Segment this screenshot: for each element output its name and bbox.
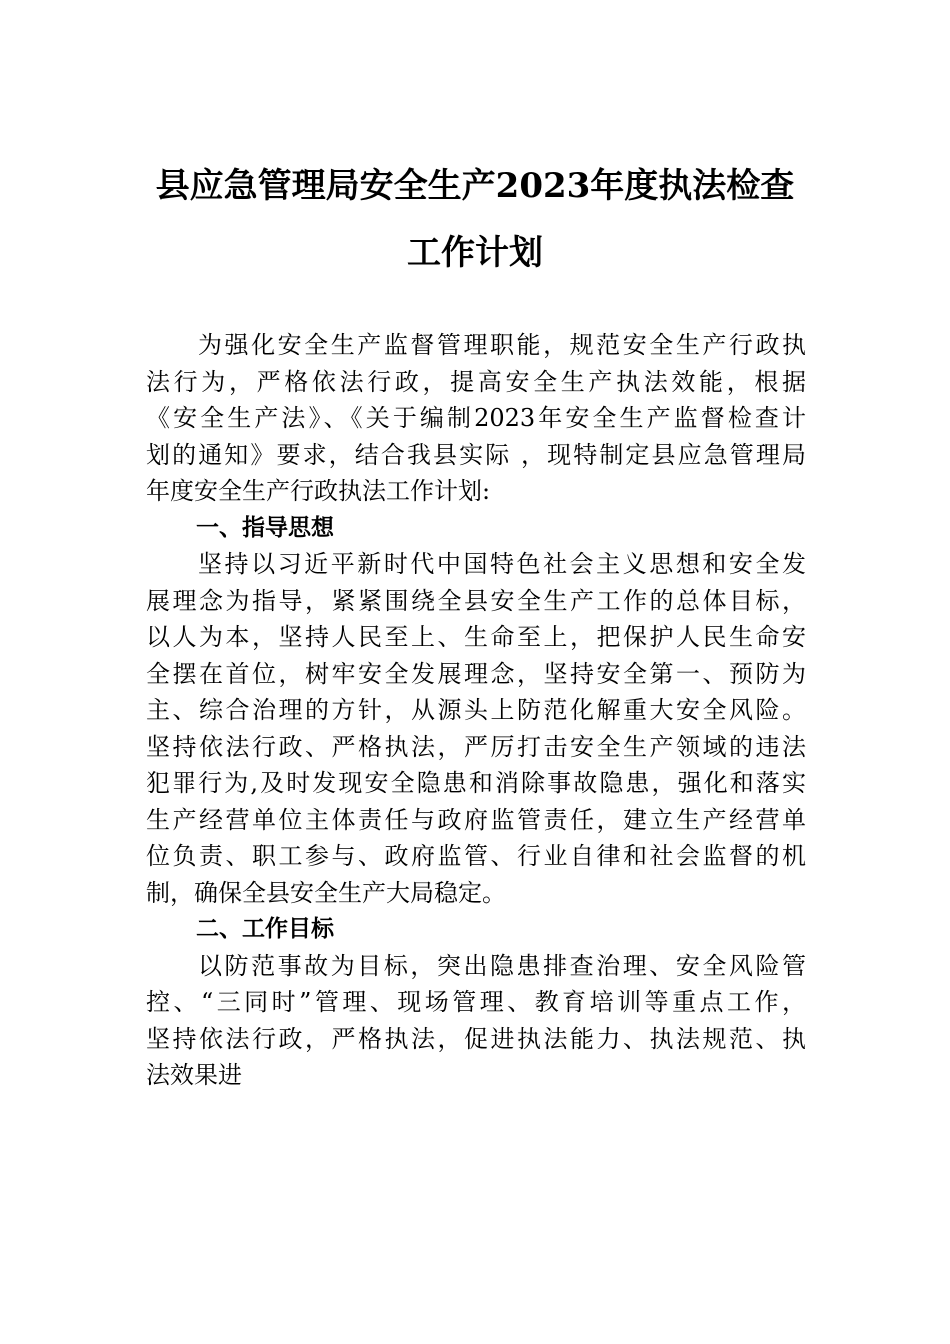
intro-line: 法行为，严格依法行政，提高安全生产执法效能，根据 (146, 367, 806, 396)
section-heading-work-goals: 二、工作目标 (196, 916, 334, 942)
section1-line: 制，确保全县安全生产大局稳定。 (146, 878, 506, 907)
section2-line: 法效果进 (146, 1061, 242, 1089)
document-body (146, 327, 806, 1094)
section1-line: 坚持依法行政、严格执法，严厉打击安全生产领域的违法 (146, 732, 806, 761)
section1-line: 坚持以习近平新时代中国特色社会主义思想和安全发 (198, 550, 806, 578)
document-title-line-2: 工作计划 (407, 233, 543, 273)
section1-line: 位负责、职工参与、政府监管、行业自律和社会监督的机 (146, 842, 806, 870)
section2-line: 控、“三同时”管理、现场管理、教育培训等重点工作， (146, 988, 806, 1016)
intro-line: 《安全生产法》、《关于编制2023年安全生产监督检查计 (146, 404, 806, 432)
section1-line: 全摆在首位，树牢安全发展理念，坚持安全第一、预防为 (146, 659, 806, 688)
intro-line: 为强化安全生产监督管理职能，规范安全生产行政执 (198, 331, 806, 359)
section1-line: 生产经营单位主体责任与政府监管责任，建立生产经营单 (146, 805, 806, 834)
section-heading-guiding-ideology: 一、指导思想 (196, 514, 334, 541)
section1-line: 展理念为指导，紧紧围绕全县安全生产工作的总体目标， (146, 586, 806, 615)
section2-line: 坚持依法行政，严格执法，促进执法能力、执法规范、执 (146, 1024, 806, 1053)
section1-line: 犯罪行为,及时发现安全隐患和消除事故隐患，强化和落实 (146, 769, 806, 797)
intro-line: 划的通知》要求，结合我县实际 ，现特制定县应急管理局 (146, 440, 806, 469)
section2-line: 以防范事故为目标，突出隐患排查治理、安全风险管 (198, 951, 806, 980)
section1-line: 以人为本，坚持人民至上、生命至上，把保护人民生命安 (146, 623, 806, 651)
document-title-line-1: 县应急管理局安全生产2023年度执法检查 (155, 166, 795, 206)
section1-line: 主、综合治理的方针，从源头上防范化解重大安全风险。 (146, 696, 806, 724)
intro-line: 年度安全生产行政执法工作计划: (146, 477, 491, 505)
